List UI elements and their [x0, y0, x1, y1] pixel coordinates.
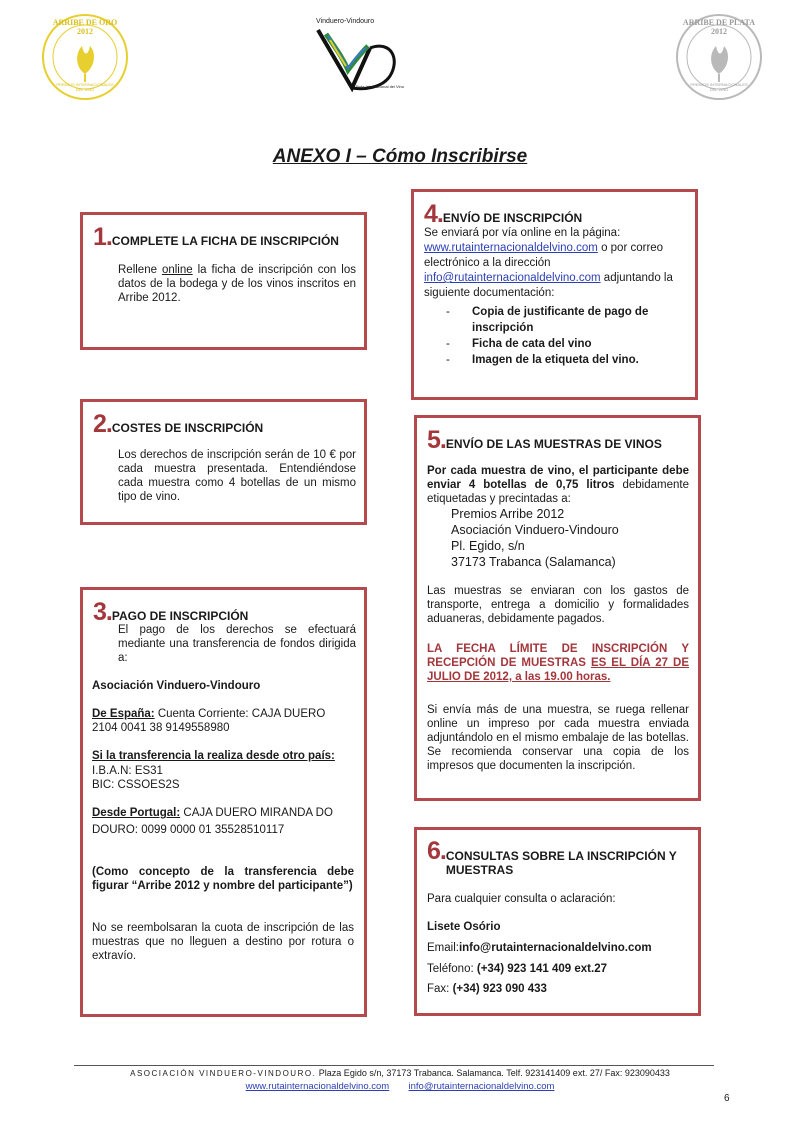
box3-portugal-label: Desde Portugal: — [92, 807, 181, 819]
footer-email-link[interactable]: info@rutainternacionaldelvino.com — [408, 1081, 555, 1092]
box5-header — [427, 426, 662, 455]
page-title: ANEXO I – Cómo Inscribirse — [272, 146, 528, 167]
box4-bullet: - — [446, 338, 450, 350]
box1-number: 1. — [93, 223, 112, 251]
box6-heading: CONSULTAS SOBRE LA INSCRIPCIÓN Y MUESTRAS — [445, 849, 677, 877]
logo-bottom-text: Ruta Internacional del Vino — [356, 84, 404, 89]
box1-text-b: la ficha de inscripción con los datos de la bodega y de los vinos inscritos en Arribe 2012. — [118, 264, 356, 304]
box4-body — [424, 226, 686, 301]
box5-heading: ENVÍO DE LAS MUESTRAS DE VINOS — [445, 437, 662, 451]
seal-silver-ring-text: PREMIOS INTERNACIONALES DEL VINO — [690, 82, 748, 92]
address-line: Premios Arribe 2012 — [451, 507, 565, 521]
box1-header — [93, 223, 339, 252]
logo-v-graphic — [312, 18, 404, 102]
box6-intro: Para cualquier consulta o aclaración: — [427, 893, 616, 905]
box6-contact: Lisete Osório — [427, 921, 501, 933]
box1-heading: COMPLETE LA FICHA DE INSCRIPCIÓN — [111, 234, 339, 248]
box3-other-country — [92, 749, 354, 763]
box6-header — [427, 838, 693, 877]
box4-doc-item — [446, 304, 686, 336]
footer-address-text: Plaza Egido s/n, 37173 Trabanca. Salamanca. Telf. 923141409 ext. 27/ Fax: 923090433 — [316, 1068, 670, 1078]
footer-links — [0, 1081, 800, 1092]
box-consultas — [414, 827, 701, 1016]
box3-note: No se reembolsaran la cuota de inscripción de las muestras que no lleguen a destino por rotura o extravío. — [92, 922, 354, 962]
box5-intro-bold: Por cada muestra de vino, el participante debe enviar 4 botellas de 0,75 litros — [427, 465, 689, 491]
box3-number: 3. — [93, 598, 112, 626]
box4-email-link[interactable]: info@rutainternacionaldelvino.com — [424, 272, 601, 284]
box1-text-a: Rellene — [118, 264, 162, 276]
box4-heading: ENVÍO DE INSCRIPCIÓN — [442, 211, 583, 225]
box5-address — [451, 506, 619, 570]
arribe-oro-seal — [42, 14, 128, 100]
box6-email-label: Email: — [427, 942, 459, 954]
box4-number: 4. — [424, 200, 443, 228]
box4-item-text: Imagen de la etiqueta del vino. — [472, 354, 639, 366]
box6-phone — [427, 962, 607, 976]
box2-heading: COSTES DE INSCRIPCIÓN — [111, 421, 264, 435]
logo-top-text: Vinduero-Vindouro — [316, 18, 375, 25]
footer-divider — [74, 1065, 714, 1066]
box4-doc-list — [446, 304, 686, 368]
box4-line2: o por correo electrónico a la dirección — [424, 242, 664, 269]
box3-heading: PAGO DE INSCRIPCIÓN — [111, 609, 249, 623]
box4-line3: adjuntando la siguiente documentación: — [424, 272, 673, 299]
box1-body — [118, 263, 356, 305]
box5-more: Si envía más de una muestra, se ruega rellenar online un impreso por cada muestra enviada adjuntándolo en el mismo embalaje de las botellas. Se recomienda conservar una copia de los impresos que documenten la inscripción. — [427, 704, 689, 772]
address-line: 37173 Trabanca (Salamanca) — [451, 555, 616, 569]
box2-header — [93, 410, 263, 439]
box4-doc-item — [446, 336, 686, 352]
box3-spain — [92, 707, 354, 735]
box3-portugal — [92, 805, 354, 839]
box6-email-value[interactable]: info@rutainternacionaldelvino.com — [458, 942, 652, 954]
page-number: 6 — [724, 1093, 730, 1104]
box3-beneficiary: Asociación Vinduero-Vindouro — [92, 680, 261, 692]
box5-number: 5. — [427, 426, 446, 454]
box3-bic: BIC: CSSOES2S — [92, 779, 180, 791]
box3-intro: El pago de los derechos se efectuará mediante una transferencia de fondos dirigida a: — [118, 624, 356, 664]
box3-other-label: Si la transferencia la realiza desde otro país: — [92, 750, 335, 762]
box6-phone-label: Teléfono: — [427, 963, 477, 975]
box5-intro — [427, 464, 689, 506]
box6-number: 6. — [427, 837, 446, 865]
box6-fax-label: Fax: — [427, 983, 453, 995]
box4-bullet: - — [446, 306, 450, 318]
box5-deadline-date: ES EL DÍA 27 DE JULIO DE 2012, a las 19.00 horas. — [427, 657, 689, 683]
box3-spain-label: De España: — [92, 708, 155, 720]
box-ficha-inscripcion — [80, 212, 367, 350]
seal-silver-label: ARRIBE DE PLATA 2012 — [682, 18, 756, 36]
box3-portugal-text: CAJA DUERO MIRANDA DO DOURO: 0099 0000 01 35528510117 — [92, 807, 333, 836]
footer-org: ASOCIACIÓN VINDUERO-VINDOURO. — [130, 1069, 317, 1078]
box4-website-link[interactable]: www.rutainternacionaldelvino.com — [424, 242, 598, 254]
address-line: Pl. Egido, s/n — [451, 539, 525, 553]
box4-bullet: - — [446, 354, 450, 366]
box-costes-inscripcion — [80, 399, 367, 525]
seal-gold-ring-text: PREMIOS INTERNACIONALES DEL VINO — [56, 82, 114, 92]
footer-website-link[interactable]: www.rutainternacionaldelvino.com — [245, 1081, 390, 1092]
box6-fax — [427, 982, 547, 996]
box5-shipping: Las muestras se enviaran con los gastos de transporte, entrega a domicilio y formalidades aduaneras, debidamente pagados. — [427, 585, 689, 625]
box4-header — [424, 200, 582, 229]
vinduero-logo — [312, 18, 404, 102]
box3-concept: (Como concepto de la transferencia debe figurar “Arribe 2012 y nombre del participante”) — [92, 866, 354, 892]
box-envio-inscripcion — [411, 189, 698, 400]
box-pago-inscripcion — [80, 587, 367, 1017]
box-envio-muestras — [414, 415, 701, 801]
footer-address — [0, 1068, 800, 1078]
box5-deadline-text: LA FECHA LÍMITE DE INSCRIPCIÓN Y RECEPCIÓN DE MUESTRAS — [427, 643, 689, 669]
box6-fax-value: (+34) 923 090 433 — [452, 983, 547, 995]
box3-iban: I.B.A.N: ES31 — [92, 765, 163, 777]
box6-email — [427, 941, 652, 955]
box3-spain-text: Cuenta Corriente: CAJA DUERO 2104 0041 38 9149558980 — [92, 708, 326, 734]
box4-line1: Se enviará por vía online en la página: — [424, 227, 621, 239]
box1-online-link[interactable]: online — [161, 264, 193, 276]
box5-intro-rest: debidamente etiquetadas y precintadas a: — [427, 479, 689, 505]
address-line: Asociación Vinduero-Vindouro — [451, 523, 619, 537]
box2-body: Los derechos de inscripción serán de 10 € por cada muestra presentada. Entendiéndose cada muestra como 4 botellas de un mismo tipo de vino. — [118, 449, 356, 503]
box2-number: 2. — [93, 410, 112, 438]
box5-deadline — [427, 642, 689, 684]
box4-item-text: Ficha de cata del vino — [472, 338, 592, 350]
arribe-plata-seal — [676, 14, 762, 100]
seal-gold-label: ARRIBE DE ORO 2012 — [52, 18, 118, 36]
box4-doc-item — [446, 352, 686, 368]
box4-item-text: Copia de justificante de pago de inscripción — [472, 306, 649, 334]
box6-phone-value: (+34) 923 141 409 ext.27 — [476, 963, 607, 975]
